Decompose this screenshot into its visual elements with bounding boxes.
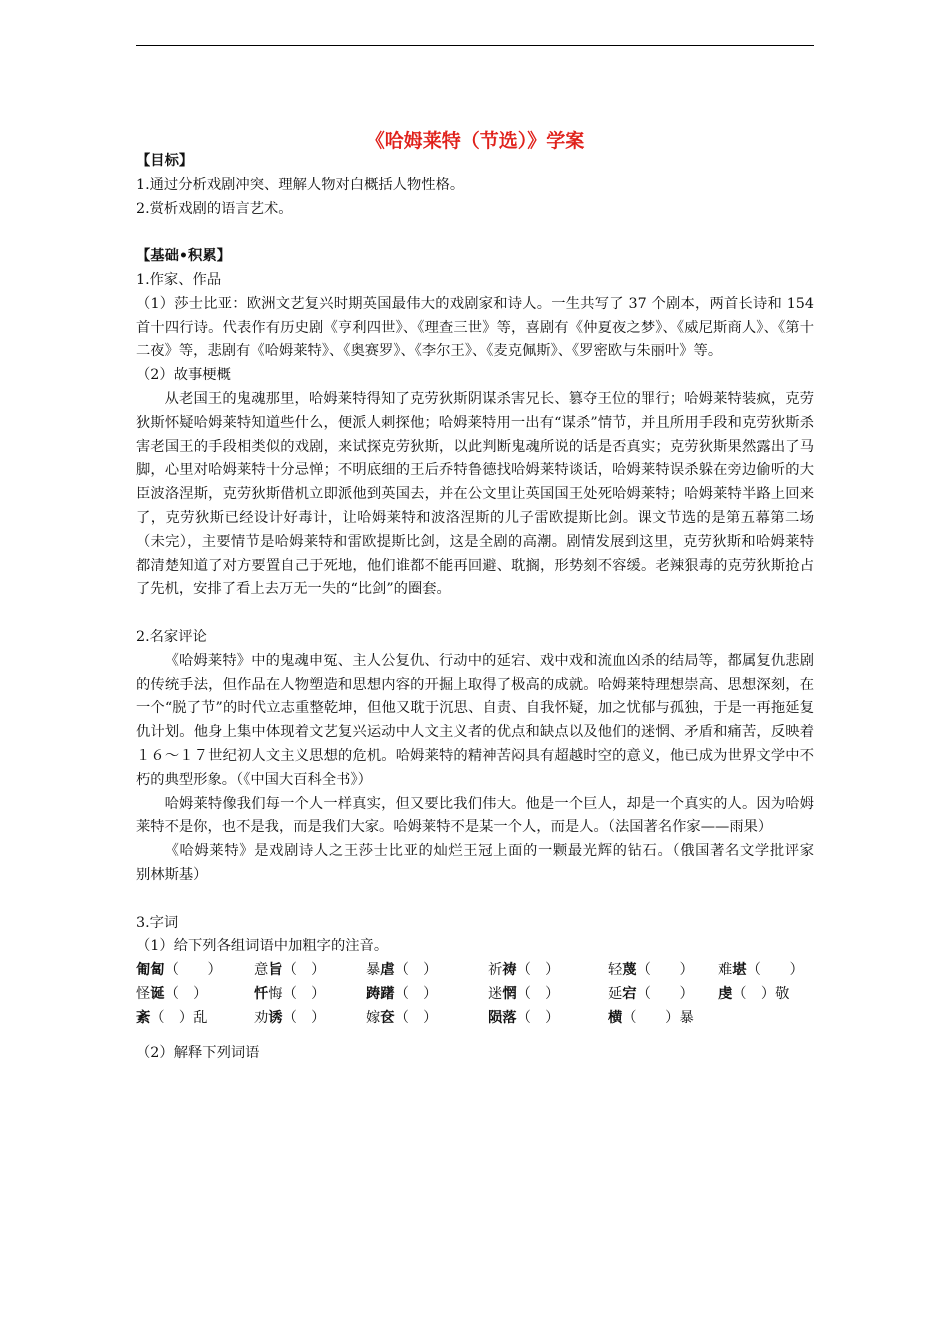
answer-blank[interactable]: （ ） — [636, 985, 694, 1002]
word-bold: 宕 — [622, 985, 637, 1002]
answer-blank[interactable]: （ ） — [394, 962, 438, 979]
pinyin-row — [136, 983, 814, 1007]
word-plain: 祈 — [488, 962, 503, 979]
answer-blank[interactable]: （ ）暴 — [622, 1009, 694, 1026]
review-paragraph: 《哈姆莱特》中的鬼魂申冤、主人公复仇、行动中的延宕、戏中戏和流血凶杀的结局等，都属复仇悲剧的传统手法，但作品在人物塑造和思想内容的开掘上取得了极高的成就。哈姆莱特理想崇高、思想深刻，在一个“脱了节”的时代立志重整乾坤，但他又耽于沉思、自责、自我怀疑，加之忧郁与孤独，于是一再拖延复仇计划。他身上集中体现着文艺复兴运动中人文主义者的优点和缺点以及他们的迷惘、矛盾和痛苦，反映着１６～１７世纪初人文主义思想的危机。哈姆莱特的精神苦闷具有超越时空的意义，他已成为世界文学中不朽的典型形象。（《中国大百科全书》） — [136, 652, 814, 788]
word-plain: 暴 — [366, 962, 381, 979]
word-bold: 忏 — [254, 985, 269, 1002]
word-bold: 陨落 — [488, 1009, 517, 1026]
word-plain: 轻 — [608, 962, 623, 979]
word-plain: 延 — [608, 985, 623, 1002]
review-paragraph: 《哈姆莱特》是戏剧诗人之王莎士比亚的灿烂王冠上面的一颗最光辉的钻石。（俄国著名文学批评家 别林斯基） — [136, 843, 829, 883]
word-item — [718, 983, 814, 1007]
word-bold: 奁 — [380, 1009, 395, 1026]
word-plain: 迷 — [488, 985, 503, 1002]
word-item — [254, 959, 366, 983]
pinyin-exercise — [136, 959, 814, 1030]
answer-blank[interactable]: （ ） — [516, 962, 560, 979]
page-title: 《哈姆莱特（节选）》学案 — [365, 130, 585, 152]
answer-blank[interactable]: （ ） — [516, 1009, 560, 1026]
word-item — [488, 983, 608, 1007]
author-paragraph: （1）莎士比亚：欧洲文艺复兴时期英国最伟大的戏剧家和诗人。一生共写了 37 个剧本，两首长诗和 154 首十四行诗。代表作有历史剧《亨利四世》、《理查三世》等，喜剧有《仲夏夜之梦》、《威尼斯商人》、《第十二夜》等，悲剧有《哈姆莱特》、《奥赛罗》、《李尔王》、《麦克佩斯》、《罗密欧与朱丽叶》等。 — [136, 295, 814, 360]
answer-blank[interactable]: （ ） — [282, 1009, 326, 1026]
answer-blank[interactable]: （ ） — [394, 1009, 438, 1026]
word-plain: 嫁 — [366, 1009, 381, 1026]
header-rule — [136, 45, 814, 46]
word-bold: 祷 — [502, 962, 517, 979]
word-bold: 虔 — [718, 985, 733, 1002]
word-bold: 虐 — [380, 962, 395, 979]
word-bold: 匍匐 — [136, 962, 165, 979]
answer-blank[interactable]: （ ） — [636, 962, 694, 979]
word-item — [488, 959, 608, 983]
pinyin-row — [136, 1007, 814, 1031]
answer-blank[interactable]: （ ）敬 — [732, 985, 790, 1002]
word-item — [136, 959, 254, 983]
word-item — [366, 983, 488, 1007]
answer-blank[interactable]: （ ） — [394, 985, 438, 1002]
answer-blank[interactable]: （ ） — [164, 985, 208, 1002]
basics-heading: 【基础•积累】 — [136, 248, 231, 265]
word-item — [608, 983, 718, 1007]
word-item — [254, 1007, 366, 1031]
word-item — [488, 1007, 608, 1031]
question: （2）解释下列词语 — [136, 1045, 260, 1062]
word-item — [136, 1007, 254, 1031]
word-item — [366, 1007, 488, 1031]
question: （1）给下列各组词语中加粗字的注音。 — [136, 938, 389, 955]
word-bold: 诞 — [150, 985, 165, 1002]
document-body — [136, 150, 829, 1066]
word-bold: 紊 — [136, 1009, 151, 1026]
subsection-title: （2）故事梗概 — [136, 367, 231, 384]
word-bold: 踌躇 — [366, 985, 395, 1002]
word-plain: 难 — [718, 962, 733, 979]
section-title: 3.字词 — [136, 914, 179, 931]
word-bold: 诱 — [268, 1009, 283, 1026]
story-paragraph: 从老国王的鬼魂那里，哈姆莱特得知了克劳狄斯阴谋杀害兄长、篡夺王位的罪行；哈姆莱特装疯，克劳狄斯怀疑哈姆莱特知道些什么，便派人刺探他；哈姆莱特用一出有“谋杀”情节，并且所用手段和克劳狄斯杀害老国王的手段相类似的戏剧，来试探克劳狄斯，以此判断鬼魂所说的话是否真实；克劳狄斯果然露出了马脚，心里对哈姆莱特十分忌惮；不明底细的王后乔特鲁德找哈姆莱特谈话，哈姆莱特误杀躲在旁边偷听的大臣波洛涅斯，克劳狄斯借机立即派他到英国去，并在公文里让英国国王处死哈姆莱特；哈姆莱特半路上回来了，克劳狄斯已经设计好毒计，让哈姆莱特和波洛涅斯的儿子雷欧提斯比剑。课文节选的是第五幕第二场（未完），主要情节是哈姆莱特和雷欧提斯比剑，这是全剧的高潮。剧情发展到这里，克劳狄斯和哈姆莱特都清楚知道了对方要置自己于死地，他们谁都不能再回避、耽搁，形势刻不容缓。老辣狠毒的克劳狄斯抢占了先机，安排了看上去万无一失的“比剑”的圈套。 — [136, 390, 814, 598]
answer-blank[interactable]: 悔（ ） — [268, 985, 326, 1002]
pinyin-row — [136, 959, 814, 983]
word-bold: 横 — [608, 1009, 623, 1026]
word-item — [718, 959, 814, 983]
answer-blank[interactable]: （ ） — [282, 962, 326, 979]
word-bold: 旨 — [268, 962, 283, 979]
word-bold: 惘 — [502, 985, 517, 1002]
answer-blank[interactable]: （ ） — [516, 985, 560, 1002]
word-item — [254, 983, 366, 1007]
word-plain: 怪 — [136, 985, 151, 1002]
goal-item: 1.通过分析戏剧冲突、理解人物对白概括人物性格。 — [136, 176, 465, 193]
word-plain: 劝 — [254, 1009, 269, 1026]
word-item — [608, 1007, 718, 1031]
word-item — [136, 983, 254, 1007]
answer-blank[interactable]: （ ） — [164, 962, 222, 979]
word-bold: 堪 — [732, 962, 747, 979]
word-item — [366, 959, 488, 983]
answer-blank[interactable]: （ ）乱 — [150, 1009, 208, 1026]
section-title: 2.名家评论 — [136, 628, 207, 645]
goals-heading: 【目标】 — [136, 153, 194, 169]
word-item — [608, 959, 718, 983]
word-bold: 蔑 — [622, 962, 637, 979]
review-paragraph: 哈姆莱特像我们每一个人一样真实，但又要比我们伟大。他是一个巨人，却是一个真实的人。因为哈姆莱特不是你，也不是我，而是我们大家。哈姆莱特不是某一个人，而是人。（法国著名作家——雨果） — [136, 795, 814, 836]
goal-item: 2.赏析戏剧的语言艺术。 — [136, 200, 293, 217]
section-title: 1.作家、作品 — [136, 271, 222, 288]
answer-blank[interactable]: （ ） — [746, 962, 804, 979]
word-plain: 意 — [254, 962, 269, 979]
